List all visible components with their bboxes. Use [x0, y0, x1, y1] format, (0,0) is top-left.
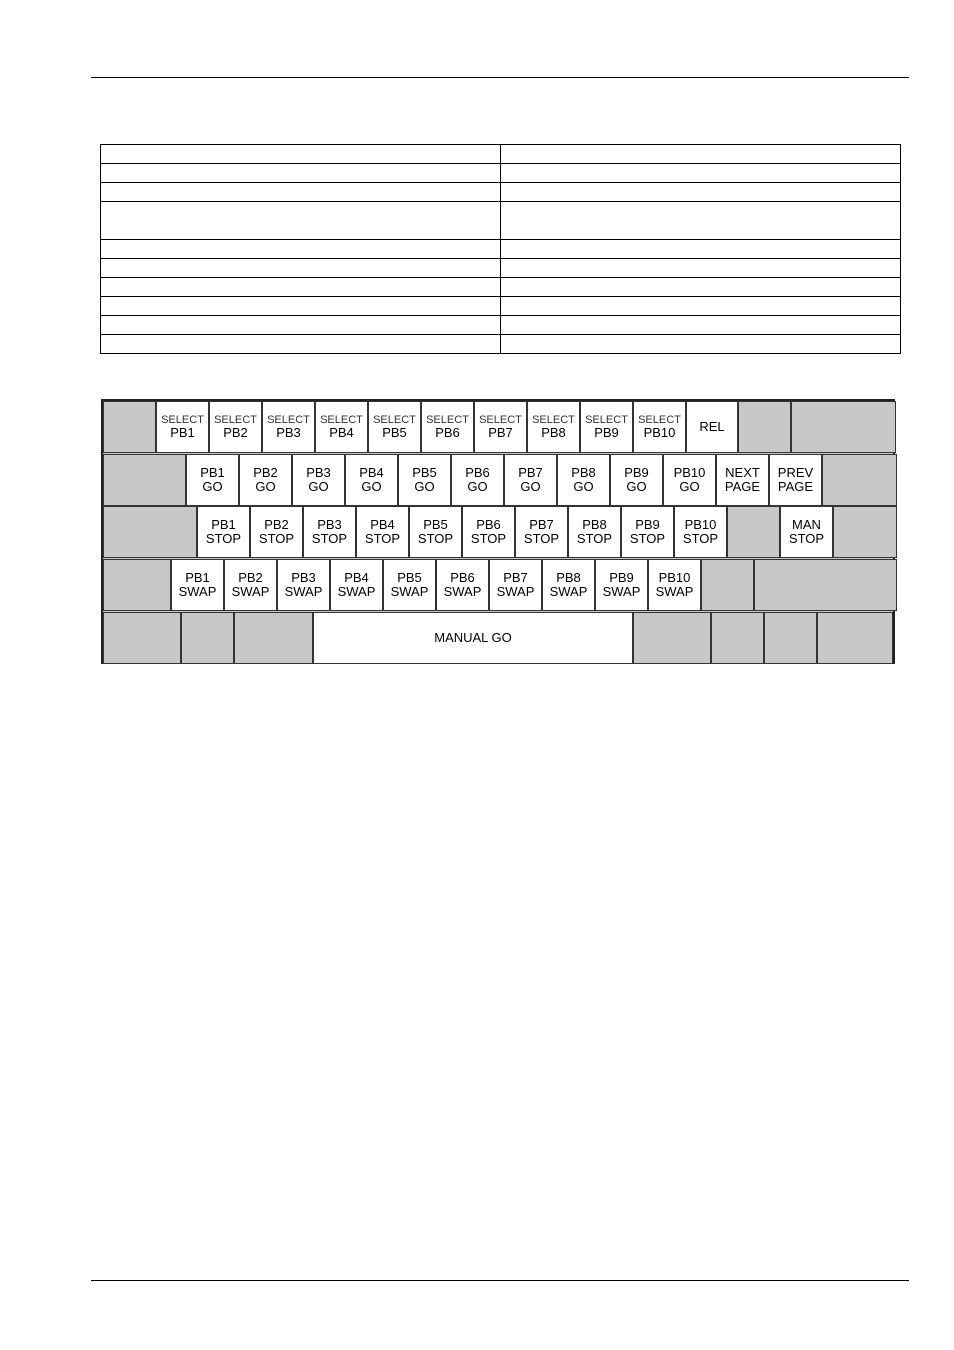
key-pb1-swap [171, 559, 224, 611]
key-select-pb6 [421, 401, 474, 453]
key-label: STOP [311, 531, 348, 546]
key-label: PB3 [291, 570, 316, 585]
key-select-pb2 [209, 401, 262, 453]
key-label: PB8 [541, 425, 566, 440]
key-label: GO [361, 479, 382, 494]
key-label: SWAP [337, 584, 376, 599]
key-blank [103, 506, 197, 558]
key-label: PB3 [317, 517, 342, 532]
key-label: PB10 [673, 465, 706, 480]
key-blank [833, 506, 897, 558]
key-mapping-table [100, 144, 901, 354]
key-prev-page [769, 454, 822, 506]
key-label: GO [414, 479, 435, 494]
key-pb2-go [239, 454, 292, 506]
key-select-pb1 [156, 401, 209, 453]
key-label: GO [626, 479, 647, 494]
key-blank [633, 612, 711, 664]
key-blank [764, 612, 817, 664]
key-pb2-stop [250, 506, 303, 558]
key-pb5-stop [409, 506, 462, 558]
key-pb9-swap [595, 559, 648, 611]
key-pb8-swap [542, 559, 595, 611]
key-label: PB8 [582, 517, 607, 532]
table-cell [501, 316, 901, 335]
key-label: GO [467, 479, 488, 494]
table-cell [101, 183, 501, 202]
key-label: PB4 [359, 465, 384, 480]
key-label: STOP [576, 531, 613, 546]
key-select-pb5 [368, 401, 421, 453]
key-label: SELECT [320, 414, 363, 426]
header-rule [91, 77, 909, 78]
key-label: PB3 [306, 465, 331, 480]
table-cell [101, 259, 501, 278]
key-label: SELECT [426, 414, 469, 426]
key-blank [822, 454, 897, 506]
table-cell [101, 278, 501, 297]
key-label: GO [573, 479, 594, 494]
key-pb10-stop [674, 506, 727, 558]
key-blank [234, 612, 313, 664]
key-label: SWAP [231, 584, 270, 599]
key-select-pb7 [474, 401, 527, 453]
table-row [101, 259, 901, 278]
key-label: PB9 [624, 465, 649, 480]
table-cell [501, 335, 901, 354]
key-label: PB7 [529, 517, 554, 532]
key-pb4-stop [356, 506, 409, 558]
key-label: STOP [205, 531, 242, 546]
key-pb7-swap [489, 559, 542, 611]
key-label: PAGE [724, 479, 761, 494]
table-cell [501, 183, 901, 202]
key-blank [103, 454, 186, 506]
key-label: PB10 [658, 570, 691, 585]
table-row [101, 240, 901, 259]
key-select-pb3 [262, 401, 315, 453]
key-label: SWAP [443, 584, 482, 599]
key-label: MAN [792, 517, 821, 532]
table-cell [101, 202, 501, 240]
key-label: PB10 [643, 425, 676, 440]
table-cell [501, 259, 901, 278]
table-cell [101, 316, 501, 335]
key-pb10-go [663, 454, 716, 506]
table-row [101, 145, 901, 164]
table-row [101, 183, 901, 202]
key-select-pb8 [527, 401, 580, 453]
table-row [101, 316, 901, 335]
table-cell [501, 164, 901, 183]
key-label: REL [699, 419, 725, 434]
key-label: PB9 [635, 517, 660, 532]
key-label: STOP [523, 531, 560, 546]
key-man-stop [780, 506, 833, 558]
key-label: SELECT [267, 414, 310, 426]
key-blank [791, 401, 896, 453]
table-cell [501, 202, 901, 240]
key-label: SWAP [284, 584, 323, 599]
key-label: SWAP [549, 584, 588, 599]
key-label: PB5 [412, 465, 437, 480]
key-label: PREV [777, 465, 814, 480]
key-pb7-stop [515, 506, 568, 558]
key-label: SELECT [161, 414, 204, 426]
key-label: GO [679, 479, 700, 494]
key-pb9-go [610, 454, 663, 506]
table-cell [101, 335, 501, 354]
key-label: PB5 [423, 517, 448, 532]
key-label: GO [308, 479, 329, 494]
key-select-pb10 [633, 401, 686, 453]
key-label: PB6 [476, 517, 501, 532]
key-label: PB1 [211, 517, 236, 532]
key-label: PB10 [684, 517, 717, 532]
key-blank [711, 612, 764, 664]
key-pb6-go [451, 454, 504, 506]
key-label: PB8 [571, 465, 596, 480]
key-pb8-stop [568, 506, 621, 558]
key-blank [103, 559, 171, 611]
key-blank [701, 559, 754, 611]
key-blank [817, 612, 893, 664]
key-pb3-stop [303, 506, 356, 558]
key-select-pb9 [580, 401, 633, 453]
key-label: STOP [470, 531, 507, 546]
key-manual-go [313, 612, 633, 664]
keyboard-layout-diagram [101, 399, 895, 664]
table-cell [501, 297, 901, 316]
key-label: SWAP [178, 584, 217, 599]
key-select-pb4 [315, 401, 368, 453]
key-label: PB6 [435, 425, 460, 440]
table-cell [501, 240, 901, 259]
key-pb1-stop [197, 506, 250, 558]
key-label: SELECT [585, 414, 628, 426]
table-row [101, 164, 901, 183]
table-row [101, 202, 901, 240]
key-label: SELECT [214, 414, 257, 426]
footer-rule [91, 1280, 909, 1281]
table-cell [501, 278, 901, 297]
key-label: PB7 [488, 425, 513, 440]
key-label: NEXT [725, 465, 760, 480]
table-row [101, 297, 901, 316]
key-label: PB2 [253, 465, 278, 480]
key-pb5-go [398, 454, 451, 506]
key-label: PB7 [503, 570, 528, 585]
key-pb7-go [504, 454, 557, 506]
key-label: PB4 [344, 570, 369, 585]
key-pb2-swap [224, 559, 277, 611]
key-next-page [716, 454, 769, 506]
key-blank [103, 612, 181, 664]
table-cell [101, 164, 501, 183]
key-label: PB3 [276, 425, 301, 440]
key-label: PB6 [450, 570, 475, 585]
key-label: MANUAL GO [434, 630, 512, 645]
key-label: SELECT [479, 414, 522, 426]
key-label: PB1 [170, 425, 195, 440]
key-label: SWAP [602, 584, 641, 599]
key-label: PB1 [185, 570, 210, 585]
key-label: PB5 [397, 570, 422, 585]
key-pb4-swap [330, 559, 383, 611]
table-cell [101, 240, 501, 259]
key-label: PB8 [556, 570, 581, 585]
key-label: PB2 [264, 517, 289, 532]
key-label: SELECT [373, 414, 416, 426]
key-label: STOP [682, 531, 719, 546]
key-blank [754, 559, 897, 611]
key-label: SELECT [532, 414, 575, 426]
key-label: SWAP [496, 584, 535, 599]
key-label: GO [520, 479, 541, 494]
key-pb3-swap [277, 559, 330, 611]
key-label: PAGE [777, 479, 814, 494]
table-row [101, 335, 901, 354]
table-cell [101, 297, 501, 316]
key-label: PB7 [518, 465, 543, 480]
key-label: GO [255, 479, 276, 494]
key-pb10-swap [648, 559, 701, 611]
key-pb6-swap [436, 559, 489, 611]
key-pb5-swap [383, 559, 436, 611]
key-label: SWAP [655, 584, 694, 599]
key-label: PB5 [382, 425, 407, 440]
key-pb6-stop [462, 506, 515, 558]
key-pb3-go [292, 454, 345, 506]
key-blank [103, 401, 156, 453]
key-label: STOP [417, 531, 454, 546]
key-label: PB9 [594, 425, 619, 440]
key-blank [738, 401, 791, 453]
key-label: PB1 [200, 465, 225, 480]
key-pb4-go [345, 454, 398, 506]
key-label: SELECT [638, 414, 681, 426]
key-label: PB2 [223, 425, 248, 440]
key-label: PB4 [329, 425, 354, 440]
key-label: GO [202, 479, 223, 494]
key-rel [686, 401, 738, 453]
table-row [101, 278, 901, 297]
key-label: STOP [258, 531, 295, 546]
key-blank [181, 612, 234, 664]
key-pb9-stop [621, 506, 674, 558]
key-pb1-go [186, 454, 239, 506]
table-cell [101, 145, 501, 164]
key-pb8-go [557, 454, 610, 506]
key-label: STOP [788, 531, 825, 546]
key-label: PB6 [465, 465, 490, 480]
table-cell [501, 145, 901, 164]
key-label: PB4 [370, 517, 395, 532]
key-blank [727, 506, 780, 558]
key-label: PB2 [238, 570, 263, 585]
key-label: STOP [364, 531, 401, 546]
key-label: STOP [629, 531, 666, 546]
key-label: PB9 [609, 570, 634, 585]
key-label: SWAP [390, 584, 429, 599]
